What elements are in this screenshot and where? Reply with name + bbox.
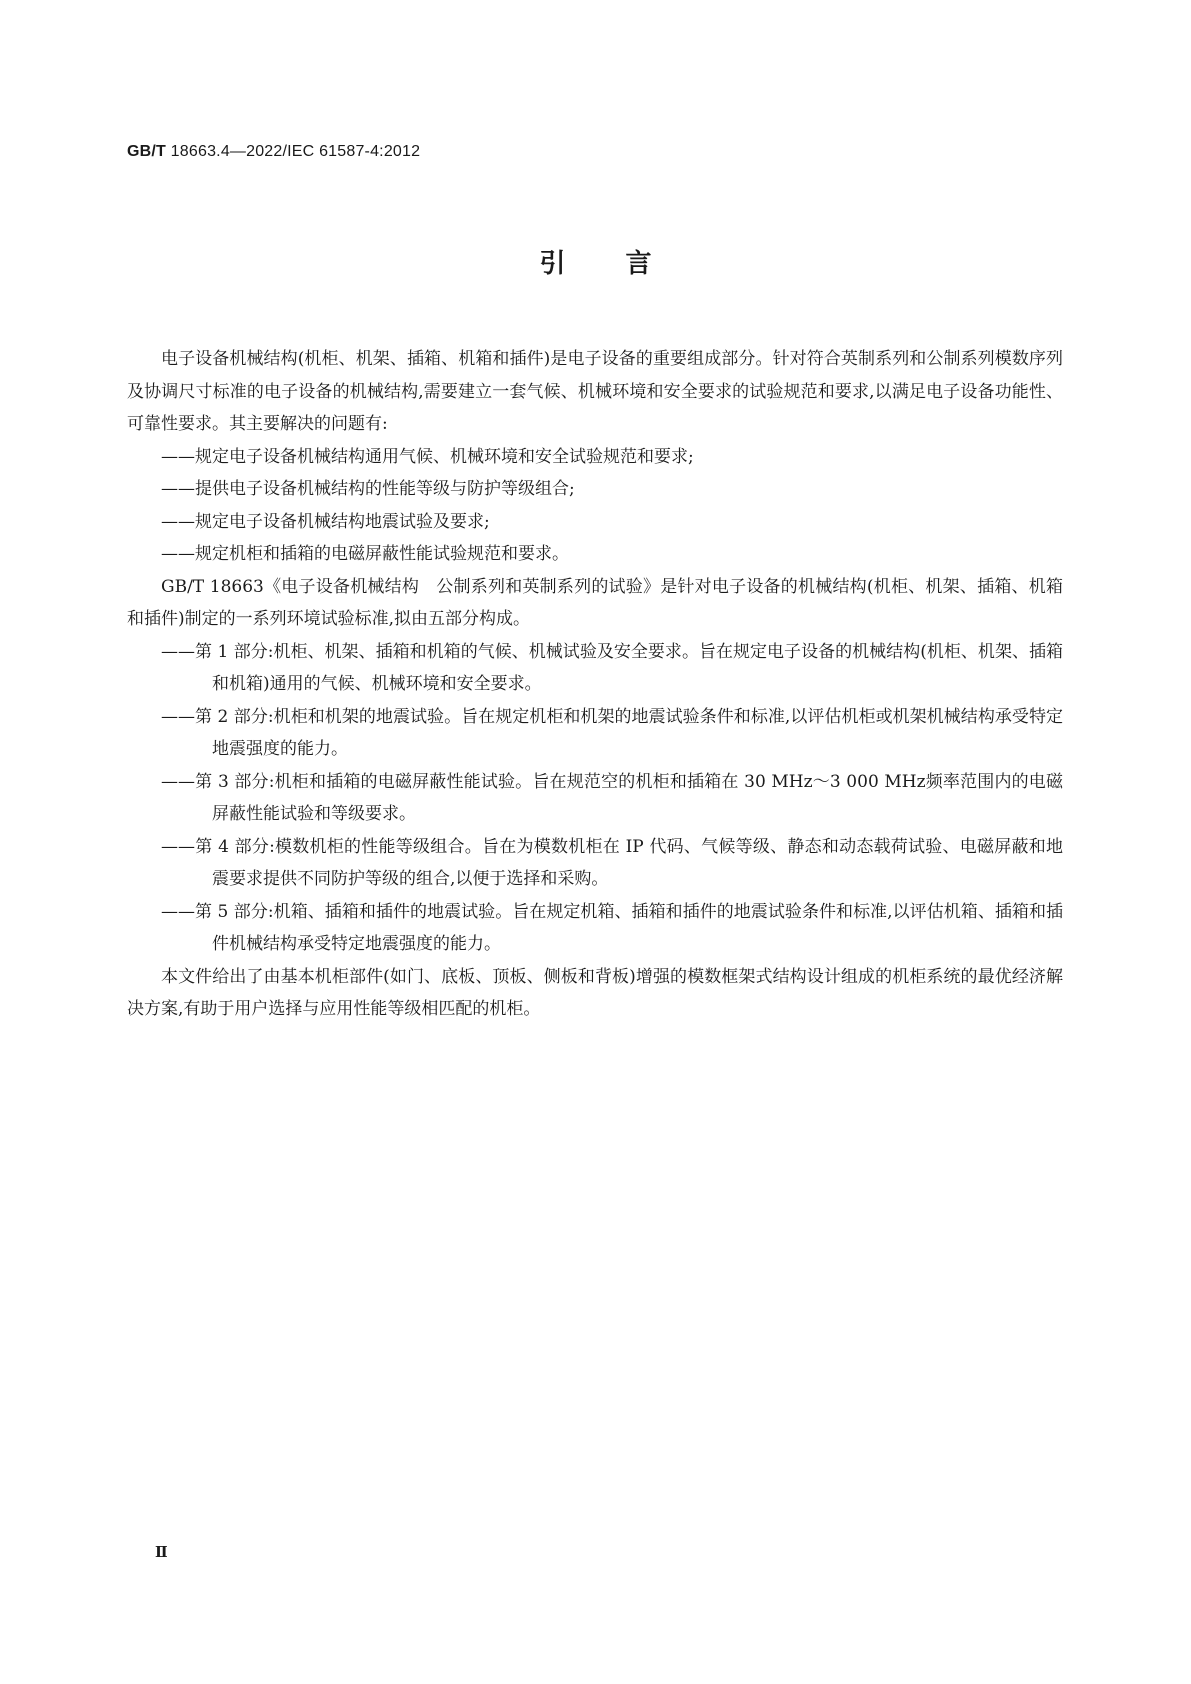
issue-item-3: ——规定电子设备机械结构地震试验及要求; bbox=[161, 511, 490, 532]
series-paragraph: GB/T 18663《电子设备机械结构 公制系列和英制系列的试验》是针对电子设备的机械结构(机柜、机架、插箱、机箱和插件)制定的一系列环境试验标准,拟由五部分构成。 bbox=[127, 576, 1063, 629]
issue-item-4: ——规定机柜和插箱的电磁屏蔽性能试验规范和要求。 bbox=[161, 544, 569, 564]
issue-item-2: ——提供电子设备机械结构的性能等级与防护等级组合; bbox=[161, 479, 575, 499]
intro-paragraph: 电子设备机械结构(机柜、机架、插箱、机箱和插件)是电子设备的重要组成部分。针对符合英制系列和公制系列模数序列及协调尺寸标准的电子设备的机械结构,需要建立一套气候、机械环境和安全要求的试验规范和要求,以满足电子设备功能性、可靠性要求。其主要解决的问题有: bbox=[127, 349, 1063, 434]
part-item-1: ——第 1 部分:机柜、机架、插箱和机箱的气候、机械试验及安全要求。旨在规定电子设备的机械结构(机柜、机架、插箱和机箱)通用的气候、机械环境和安全要求。 bbox=[161, 641, 1063, 694]
closing-paragraph: 本文件给出了由基本机柜部件(如门、底板、顶板、侧板和背板)增强的模数框架式结构设计组成的机柜系统的最优经济解决方案,有助于用户选择与应用性能等级相匹配的机柜。 bbox=[127, 966, 1063, 1019]
issue-item-1: ——规定电子设备机械结构通用气候、机械环境和安全试验规范和要求; bbox=[161, 446, 694, 467]
part-item-2: ——第 2 部分:机柜和机架的地震试验。旨在规定机柜和机架的地震试验条件和标准,以评估机柜或机架机械结构承受特定地震强度的能力。 bbox=[161, 706, 1063, 759]
page-number: Ⅱ bbox=[155, 1543, 168, 1561]
document-code-number: 18663.4—2022/IEC 61587-4:2012 bbox=[166, 143, 421, 160]
document-code-prefix: GB/T bbox=[127, 143, 167, 160]
section-title: 引言 bbox=[539, 249, 712, 279]
part-item-5: ——第 5 部分:机箱、插箱和插件的地震试验。旨在规定机箱、插箱和插件的地震试验条件和标准,以评估机箱、插箱和插件机械结构承受特定地震强度的能力。 bbox=[161, 901, 1063, 954]
part-item-3: ——第 3 部分:机柜和插箱的电磁屏蔽性能试验。旨在规范空的机柜和插箱在 30 MHz～3 000 MHz频率范围内的电磁屏蔽性能试验和等级要求。 bbox=[161, 771, 1063, 824]
part-item-4: ——第 4 部分:模数机柜的性能等级组合。旨在为模数机柜在 IP 代码、气候等级、静态和动态载荷试验、电磁屏蔽和地震要求提供不同防护等级的组合,以便于选择和采购。 bbox=[161, 836, 1063, 889]
document-code bbox=[127, 143, 420, 161]
document-body bbox=[127, 343, 1063, 1026]
